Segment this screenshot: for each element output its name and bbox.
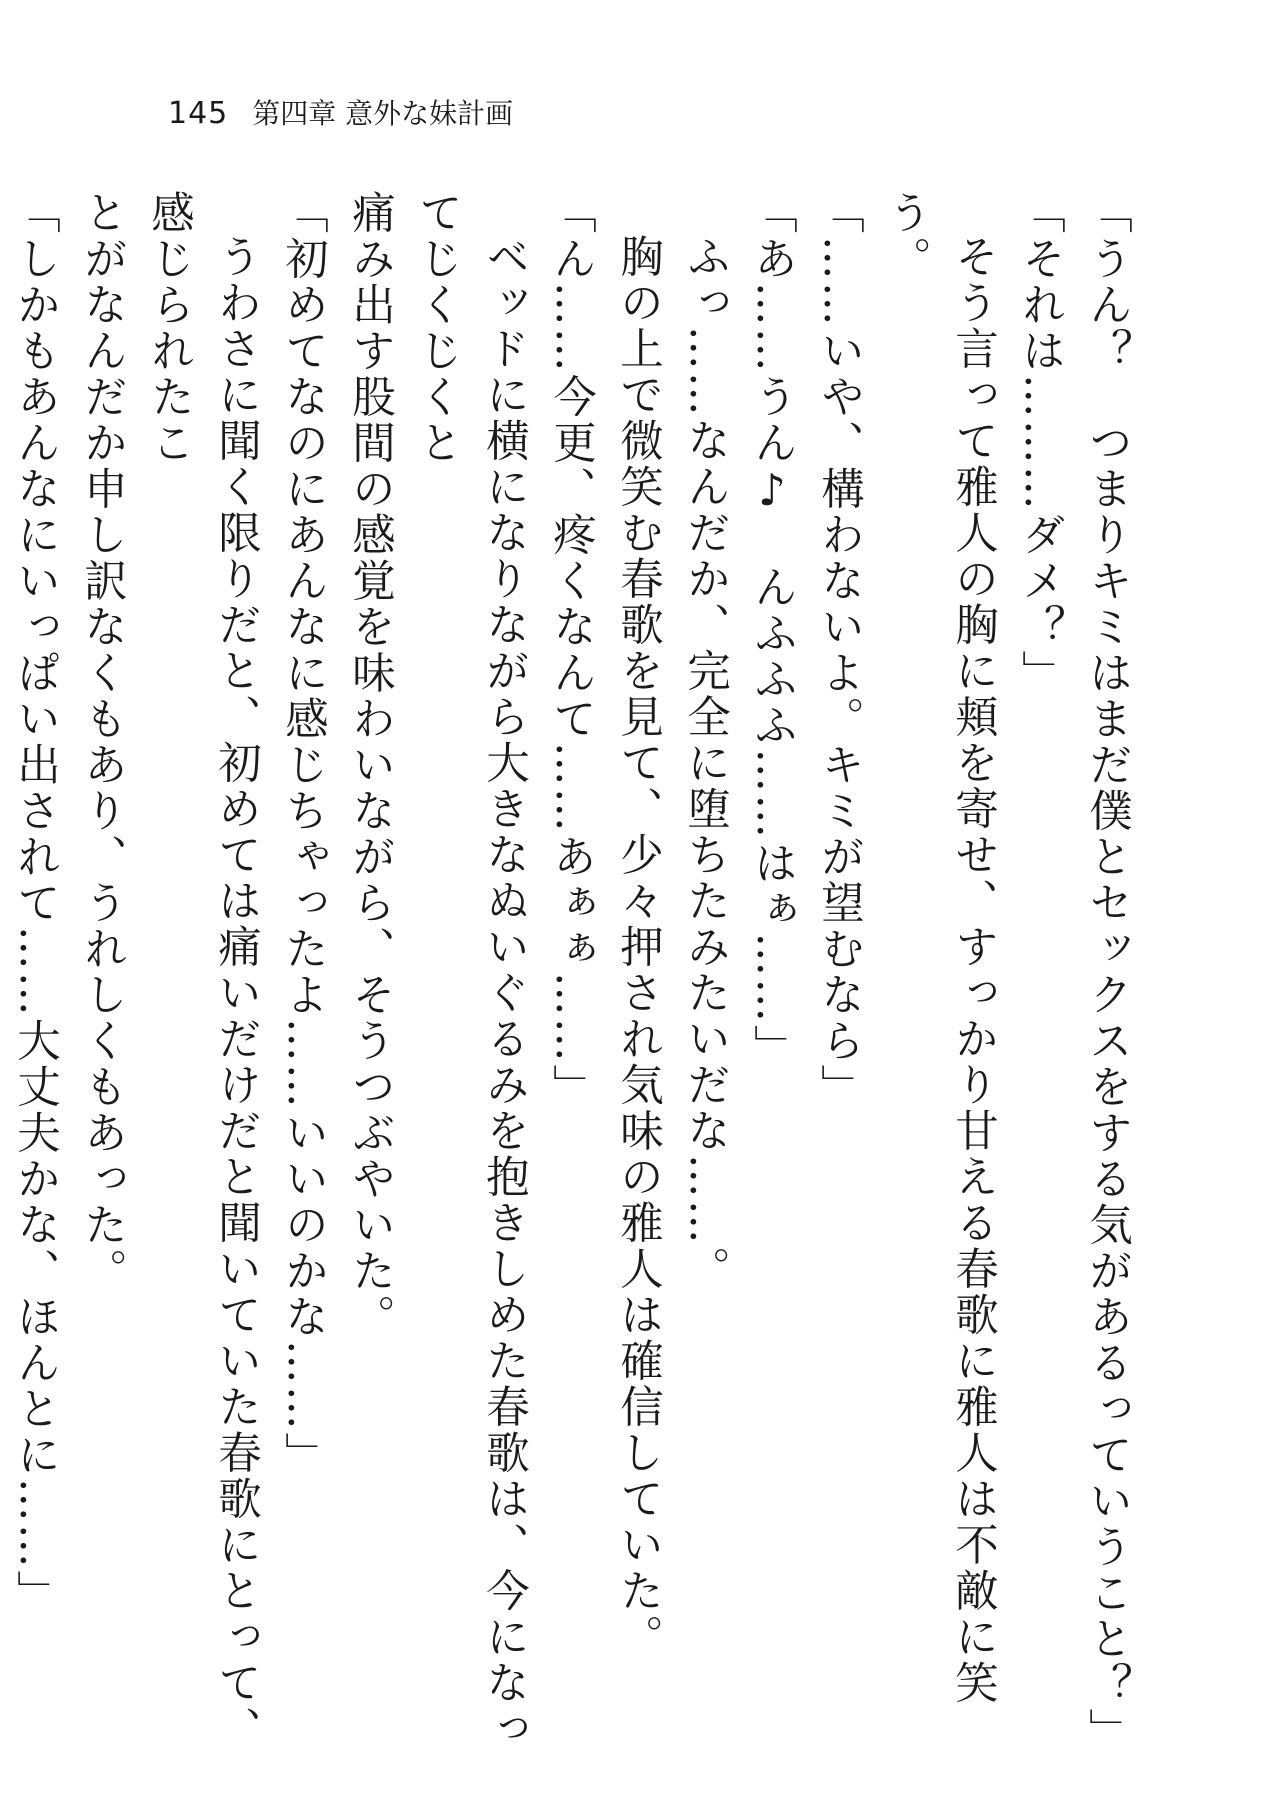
- running-header: [168, 92, 513, 132]
- text-line: 痛み出す股間の感覚を味わいながら、そうつぶやいた。: [345, 190, 395, 1340]
- text-line: とがなんだか申し訳なくもあり、うれしくもあった。: [77, 190, 127, 1294]
- text-line: 「初めてなのにあんなに感じちゃったよ……いいのかな……」: [278, 190, 328, 1478]
- text-line: 「あ……うん♪ んふふふ……はぁ……」: [747, 190, 797, 1071]
- text-line: そう言って雅人の胸に頬を寄せ、すっかり甘える春歌に雅人は不敵に笑う。: [881, 190, 998, 1706]
- text-line: 胸の上で微笑む春歌を見て、少々押され気味の雅人は確信していた。: [613, 233, 663, 1660]
- text-line: 「しかもあんなにいっぱい出されて……大丈夫かな、ほんとに……」: [10, 190, 60, 1616]
- text-line: うわさに聞く限りだと、初めては痛いだけだと聞いていた春歌にとって、感じられたこ: [144, 190, 261, 1752]
- text-line: [0, 190, 1, 1780]
- chapter-title: 第四章 意外な妹計画: [252, 97, 514, 130]
- text-line: 「うん？ つまりキミはまだ僕とセックスをする気があるっていうこと？」: [1082, 190, 1132, 1754]
- text-line: ふっ……なんだか、完全に堕ちたみたいだな……。: [680, 233, 730, 1292]
- text-line: 「……いや、構わないよ。キミが望むなら」: [814, 190, 864, 1110]
- body-text: [10, 190, 1140, 1780]
- text-line: 「それは………ダメ？」: [1015, 190, 1065, 696]
- text-line: 「ん……今更、疼くなんて……あぁぁ……」: [546, 190, 596, 1110]
- text-line: ベッドに横になりながら大きなぬいぐるみを抱きしめた春歌は、今になってじくじくと: [412, 190, 529, 1752]
- page-number: 145: [168, 96, 229, 131]
